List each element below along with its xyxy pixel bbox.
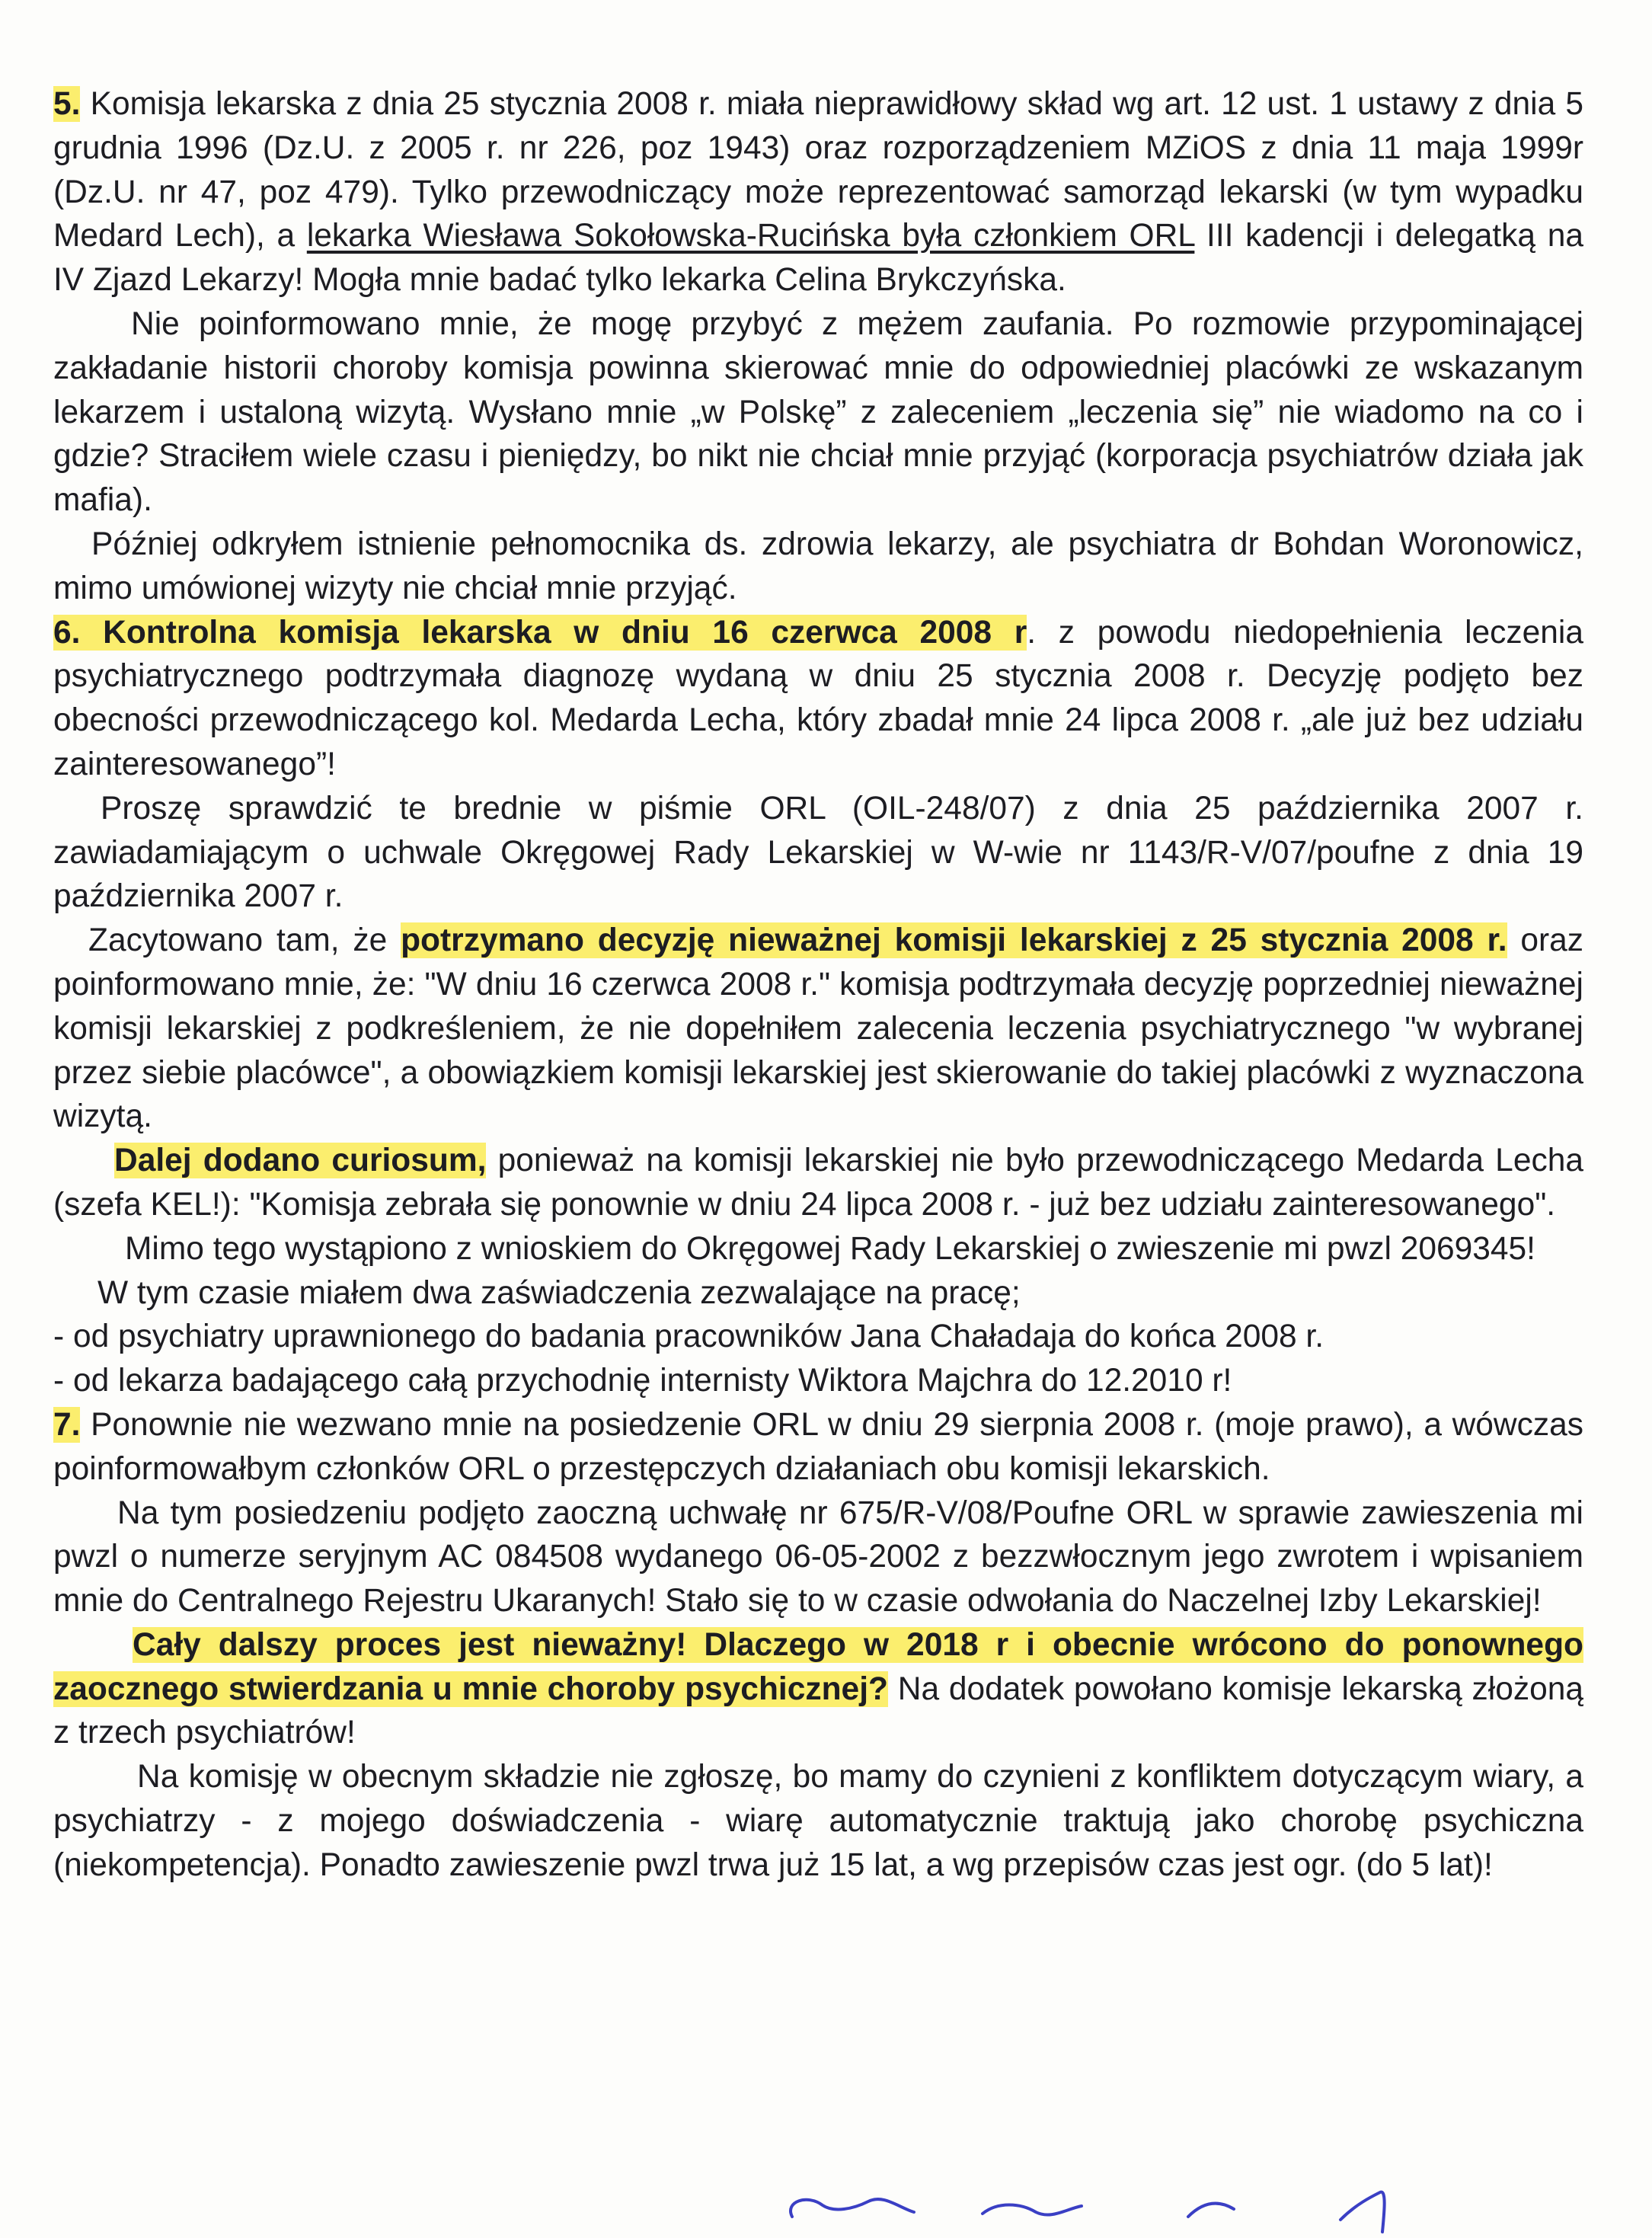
- section-6-paragraph: [53, 611, 1583, 787]
- section-6-paragraph-4: [53, 1139, 1583, 1227]
- list-item: - od lekarza badającego całą przychodnię internisty Wiktora Majchra do 12.2010 r!: [53, 1363, 1232, 1399]
- section-6-paragraph-2: Proszę sprawdzić te brednie w piśmie ORL (OIL-248/07) z dnia 25 października 2007 r. zawiadamiającym o uchwale Okręgowej Rady Lekarskiej w W-wie nr 1143/R-V/07/poufne z dnia 19 października 2007 r.: [53, 790, 1583, 915]
- section-7-paragraph-2: Na tym posiedzeniu podjęto zaoczną uchwałę nr 675/R-V/08/Poufne ORL w sprawie zawieszenia mi pwzl o numerze seryjnym AC 084508 wydanego 06-05-2002 z bezzwłocznym jego zwrotem i wpisaniem mnie do Centralnego Rejestru Ukaranych! Stało się to w czasie odwołania do Naczelnej Izby Lekarskiej!: [53, 1495, 1583, 1619]
- certificates-list: [53, 1315, 1583, 1403]
- list-item: - od psychiatry uprawnionego do badania pracowników Jana Chaładaja do końca 2008 r.: [53, 1319, 1324, 1355]
- section-6-paragraph-3: [53, 919, 1583, 1139]
- section-5-text-cont: III kadencji i delegatką na IV Zjazd Lekarzy! Mogła mnie badać tylko lekarka Celina Brykczyńska.: [53, 218, 1583, 299]
- highlighted-quote: potrzymano decyzję nieważnej komisji lekarskiej z 25 stycznia 2008 r.: [401, 922, 1507, 959]
- section-7-paragraph-3: [53, 1623, 1583, 1755]
- section-7-paragraph-4: Na komisję w obecnym składzie nie zgłoszę, bo mamy do czynieni z konfliktem dotyczącym wiary, a psychiatrzy - z mojego doświadczenia - wiarę automatycznie traktują jako chorobę psychiczna (niekompetencja). Ponadto zawieszenie pwzl trwa już 15 lat, a wg przepisów czas jest ogr. (do 5 lat)!: [53, 1759, 1583, 1883]
- section-6-heading: 6. Kontrolna komisja lekarska w dniu 16 czerwca 2008 r: [53, 614, 1027, 651]
- section-6-paragraph-6: W tym czasie miałem dwa zaświadczenia zezwalające na pracę;: [97, 1274, 1021, 1311]
- section-6-p3-lead: Zacytowano tam, że: [88, 922, 401, 959]
- section-7-text: Ponownie nie wezwano mnie na posiedzenie ORL w dniu 29 sierpnia 2008 r. (moje prawo), a wówczas poinformowałbym członków ORL o przestępczych działaniach obu komisji lekarskich.: [53, 1406, 1583, 1487]
- closing-highlight: Cały dalszy proces jest nieważny! Dlaczego w 2018 r i obecnie wrócono do ponownego zaocznego stwierdzania u mnie choroby psychicznej?: [53, 1626, 1583, 1707]
- section-5-paragraph: [53, 82, 1583, 302]
- section-5-paragraph-3: Później odkryłem istnienie pełnomocnika ds. zdrowia lekarzy, ale psychiatra dr Bohdan Woronowicz, mimo umówionej wizyty nie chciał mnie przyjąć.: [53, 526, 1583, 606]
- section-7-p3-text: Na dodatek powołano komisje lekarską złożoną z trzech psychiatrów!: [53, 1671, 1584, 1751]
- section-6-text: . z powodu niedopełnienia leczenia psychiatrycznego podtrzymała diagnozę wydaną w dniu 25 stycznia 2008 r. Decyzję podjęto bez obecności przewodniczącego kol. Medarda Lecha, który zbadał mnie 24 lipca 2008 r. „ale już bez udziału zainteresowanego”!: [53, 614, 1583, 782]
- section-5-text: Komisja lekarska z dnia 25 stycznia 2008 r. miała nieprawidłowy skład wg art. 12 ust. 1 ustawy z dnia 5 grudnia 1996 (Dz.U. z 2005 r. nr 226, poz 1943) oraz rozporządzeniem MZiOS z dnia 11 maja 1999r (Dz.U. nr 47, poz 479). Tylko przewodniczący może reprezentować samorząd lekarski (w tym wypadku Medard Lech), a: [53, 86, 1584, 254]
- underlined-phrase: lekarka Wiesława Sokołowska-Rucińska była członkiem ORL: [306, 218, 1195, 254]
- signature-icon: [762, 2186, 1485, 2238]
- section-6-paragraph-5: Mimo tego wystąpiono z wnioskiem do Okręgowej Rady Lekarskiej o zwieszenie mi pwzl 2069345!: [125, 1230, 1535, 1267]
- letter-body: [53, 82, 1583, 1888]
- section-7-number: 7.: [53, 1406, 81, 1443]
- section-5-number: 5.: [53, 86, 81, 122]
- section-6-p4-text: ponieważ na komisji lekarskiej nie było przewodniczącego Medarda Lecha (szefa KEL!): "Komisja zebrała się ponownie w dniu 24 lipca 2008 r. - już bez udziału zainteresowanego".: [53, 1143, 1583, 1223]
- section-6-p3-text: oraz poinformowano mnie, że: "W dniu 16 czerwca 2008 r." komisja podtrzymała decyzję poprzedniej nieważnej komisji lekarskiej z podkreśleniem, że nie dopełniłem zalecenia leczenia psychiatrycznego "w wybranej przez siebie placówce", a obowiązkiem komisji lekarskiej jest skierowanie do takiej placówki z wyznaczona wizytą.: [53, 922, 1583, 1135]
- section-5-paragraph-2: Nie poinformowano mnie, że mogę przybyć z mężem zaufania. Po rozmowie przypominającej zakładanie historii choroby komisja powinna skierować mnie do odpowiedniej placówki ze wskazanym lekarzem i ustaloną wizytą. Wysłano mnie „w Polskę” z zaleceniem „leczenia się” nie wiadomo na co i gdzie? Straciłem wiele czasu i pieniędzy, bo nikt nie chciał mnie przyjąć (korporacja psychiatrów działa jak mafia).: [53, 305, 1583, 519]
- curiosum-highlight: Dalej dodano curiosum,: [114, 1143, 487, 1179]
- section-7-paragraph: [53, 1403, 1583, 1491]
